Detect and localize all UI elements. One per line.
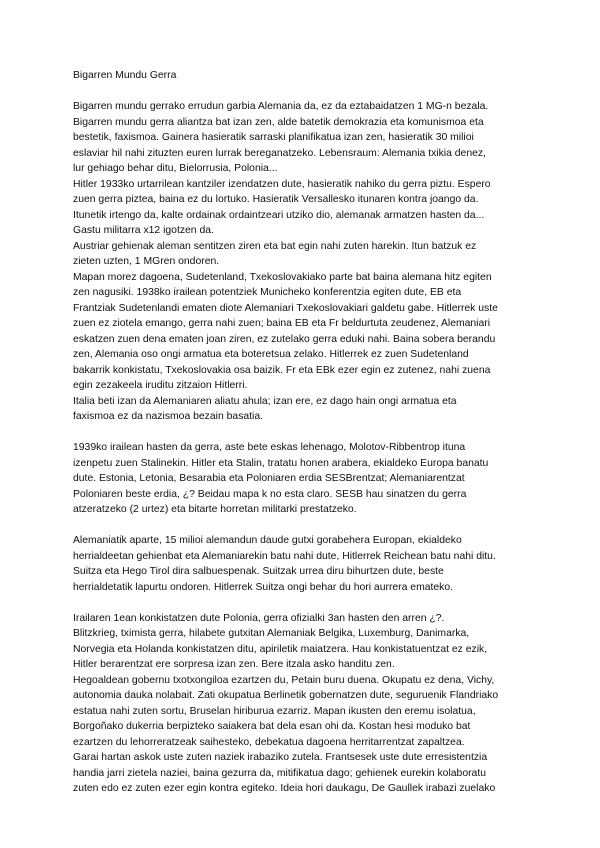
text-line: bakarrik konkistatu, Txekoslovakia osa baizik. Fr eta EBk ezer egin ez zutenez, nahi zuena	[73, 364, 491, 376]
paragraph	[73, 99, 538, 425]
text-line: Austriar gehienak aleman sentitzen ziren eta bat egin nahi zuten harekin. Itun batzuk ez	[73, 240, 477, 252]
text-line: Alemaniatik aparte, 15 milioi alemandun daude gutxi gorabehera Europan, ekialdeko	[73, 535, 462, 546]
text-line: zuten edo ez zuten ezer egin kontra egiteko. Ideia hori daukagu, De Gaullek irabazi zuelako	[73, 783, 496, 794]
text-line: Irailaren 1ean konkistatzen dute Polonia, gerra ofizialki 3an hasten den arren ¿?.	[73, 612, 445, 624]
text-line: autonomia dauka nolabait. Zati okupatua Berlinetik gobernatzen dute, seguruenik Flandriako	[73, 690, 499, 701]
text-line: estatua nahi zuten sortu, Bruselan hiriburua ezarriz. Mapan ikusten den eremu isolatua,	[73, 705, 476, 717]
text-line: Frantziak Sudetenlandi ematen diote Alemaniari Txekoslovakiari galdetu gabe. Hitlerrek uste	[73, 302, 498, 314]
paragraph	[73, 611, 538, 797]
text-line: zen nagusiki. 1938ko irailean potentziek Municheko konferentzia egiten dute, EB eta	[73, 287, 462, 298]
text-line: herrialdetatik lapurtu ondoren. Hitlerrek Suitza ongi behar du hori aurrera emateko.	[73, 581, 454, 593]
text-line: Hitler berarentzat ere sorpresa izan zen. Bere itzala asko handitu zen.	[73, 659, 395, 670]
text-line: izenpetu zuen Stalinekin. Hitler eta Stalin, tratatu honen arabera, ekialdeko Europa banatu	[73, 457, 489, 469]
text-line: Hitler 1933ko urtarrilean kantziler izendatzen dute, hasieratik nahiko du gerra piztu. Espero	[73, 178, 491, 190]
text-line: Norvegia eta Holanda konkistatzen ditu, apiriletik maiatzera. Hau konkistatuentzat ez ezik,	[73, 643, 488, 655]
text-line: Bigarren mundu gerrako errudun garbia Alemania da, ez da eztabaidatzen 1 MG-n bezala.	[73, 101, 489, 112]
text-line: egin zezakeela iruditu zitzaion Hitlerri.	[73, 380, 248, 391]
text-line: dute. Estonia, Letonia, Besarabia eta Poloniaren erdia SESBrentzat; Alemaniarentzat	[73, 473, 465, 484]
text-line: bestetik, faxismoa. Gainera hasieratik sarraski planifikatua izan zen, hasieratik 30 milioi	[73, 132, 474, 143]
text-line: eskatzen zuen dena ematen joan ziren, ez zutelako gerra eduki nahi. Baina sobera berandu	[73, 333, 496, 345]
text-line: Hegoaldean gobernu txotxongiloa ezartzen du, Petain buru duena. Okupatu ez dena, Vichy,	[73, 674, 495, 686]
text-line: zuen gerra piztea, baina ez du lortuko. Hasieratik Versallesko itunaren kontra joango da.	[73, 194, 479, 205]
text-line: 1939ko irailean hasten da gerra, aste bete eskas lehenago, Molotov-Ribbentrop ituna	[73, 442, 466, 453]
text-line: ezartzen du lehorreratzeak saihesteko, debekatua dagoena herritarrentzat zapaltzea.	[73, 736, 465, 748]
text-line: Garai hartan askok uste zuten naziek irabaziko zutela. Frantsesek uste dute erresistentzia	[73, 752, 488, 763]
document-title: Bigarren Mundu Gerra	[73, 70, 177, 81]
text-line: Gastu militarra x12 igotzen da.	[73, 225, 214, 236]
text-line: Poloniaren beste erdia, ¿? Beidau mapa k no esta claro. SESB hau sinatzen du gerra	[73, 488, 467, 500]
text-line: zieten uzten, 1 MGren ondoren.	[73, 256, 220, 267]
text-line: Itunetik irtengo da, kalte ordainak ordaintzeari utziko dio, alemanak armatzen hasten da...	[73, 209, 485, 221]
text-line: Suitza eta Hego Tirol dira salbuespenak. Suitzak urrea diru bihurtzen dute, beste	[73, 566, 444, 577]
text-line: Borgoñako dukerria berpizteko saiakera bat dela esan ohi da. Kostan hesi moduko bat	[73, 721, 471, 732]
text-line: Mapan morez dagoena, Sudetenland, Txekoslovakiako parte bat baina alemana hitz egiten	[73, 271, 492, 283]
text-line: Bigarren mundu gerra aliantza bat izan zen, alde batetik demokrazia eta komunismoa eta	[73, 116, 484, 128]
document-body	[73, 99, 538, 797]
text-line: herrialdeetan gehienbat eta Alemaniarekin batu nahi dute, Hitlerrek Reichean batu nahi ditu.	[73, 550, 496, 562]
paragraph	[73, 533, 538, 595]
text-line: atzeratzeko (2 urtez) eta bitarte horretan militarki prestatzeko.	[73, 504, 357, 515]
text-line: lur gehiago behar ditu, Bielorrusia, Polonia...	[73, 163, 278, 174]
text-line: handia jarri zietela naziei, baina gezurra da, mitifikatua dago; gehienek eurekin kolaboratu	[73, 767, 486, 779]
text-line: faxismoa ez da nazismoa bezain basatia.	[73, 411, 264, 422]
text-line: Blitzkrieg, tximista gerra, hilabete gutxitan Alemaniak Belgika, Luxemburg, Danimarka,	[73, 628, 470, 639]
text-line: eslaviar hil nahi zituzten euren lurrak bereganatzeko. Lebensraum: Alemania txikia denez,	[73, 147, 486, 159]
text-line: zuen ez ziotela emango, gerra nahi zuen; baina EB eta Fr beldurtuta zeudenez, Alemaniari	[73, 318, 491, 329]
text-line: Italia beti izan da Alemaniaren aliatu ahula; izan ere, ez dago hain ongi armatua eta	[73, 395, 457, 407]
text-line: zen, Alemania oso ongi armatua eta boteretsua zelako. Hitlerrek ez zuen Sudetenland	[73, 349, 469, 360]
paragraph	[73, 440, 538, 518]
